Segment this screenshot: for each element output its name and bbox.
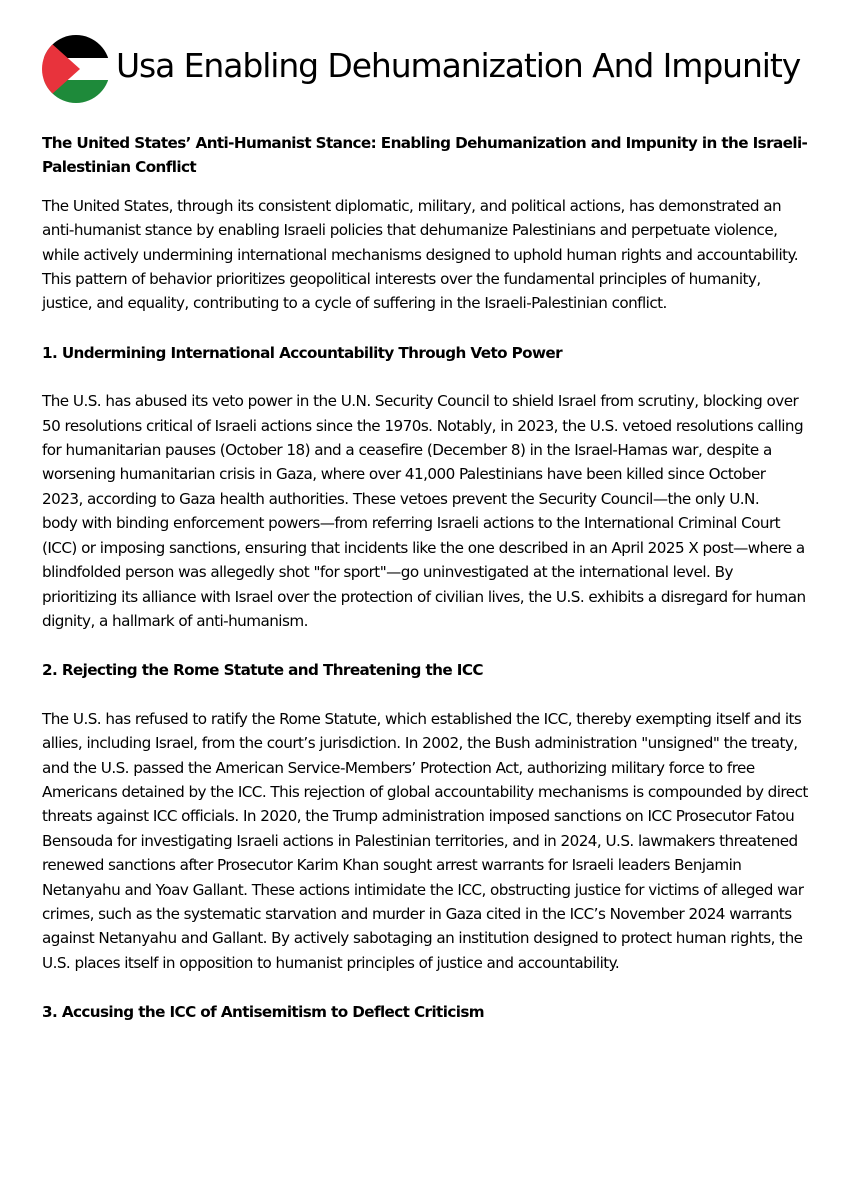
section-paragraph: body with binding enforcement powers—from referring Israeli actions to the International Criminal Court (ICC) or imposing sanctions, ensuring that incidents like the one described in an April 2025 X post—where a blindfolded person was allegedly shot "for sport"—go uninvestigated at the international level. By prioritizing its alliance with Israel over the protection of civilian lives, the U.S. exhibits a disregard for human dignity, a hallmark of anti-humanism. [42,514,806,630]
section-heading: 2. Rejecting the Rome Statute and Threatening the ICC [42,661,483,680]
page-header [42,34,832,104]
article-subtitle: The United States’ Anti-Humanist Stance: Enabling Dehumanization and Impunity in the Israeli-Palestinian Conflict [42,134,808,177]
article-body [42,131,810,1049]
palestine-flag-icon [42,35,110,103]
section-paragraph: The U.S. has refused to ratify the Rome Statute, which established the ICC, thereby exempting itself and its allies, including Israel, from the court’s jurisdiction. In 2002, the Bush administration "unsigned" the treaty, and the U.S. passed the American Service-Members’ Protection Act, authorizing military force to free Americans detained by the ICC. This rejection of global accountability mechanisms is compounded by direct threats against ICC officials. In 2020, the Trump administration imposed sanctions on ICC Prosecutor Fatou Bensouda for investigating Israeli actions in Palestinian territories, and in 2024, U.S. lawmakers threatened renewed sanctions after Prosecutor Karim Khan sought arrest warrants for Israeli leaders Benjamin Netanyahu and Yoav Gallant. These actions intimidate the ICC, obstructing justice for victims of alleged war crimes, such as the systematic starvation and murder in Gaza cited in the ICC’s November 2024 warrants against Netanyahu and Gallant. By actively sabotaging an institution designed to protect human rights, the U.S. places itself in opposition to humanist principles of justice and accountability. [42,709,808,972]
section-heading: 3. Accusing the ICC of Antisemitism to Deflect Criticism [42,1003,484,1022]
intro-paragraph: The United States, through its consistent diplomatic, military, and political actions, has demonstrated an anti-humanist stance by enabling Israeli policies that dehumanize Palestinians and perpetuate violence, while actively undermining international mechanisms designed to uphold human rights and accountability. This pattern of behavior prioritizes geopolitical interests over the fundamental principles of humanity, justice, and equality, contributing to a cycle of suffering in the Israeli-Palestinian conflict. [42,196,799,313]
page-title: Usa Enabling Dehumanization And Impunity [116,45,801,85]
section-paragraph: The U.S. has abused its veto power in the U.N. Security Council to shield Israel from scrutiny, blocking over 50 resolutions critical of Israeli actions since the 1970s. Notably, in 2023, the U.S. vetoed resolutions calling for humanitarian pauses (October 18) and a ceasefire (December 8) in the Israel-Hamas war, despite a worsening humanitarian crisis in Gaza, where over 41,000 Palestinians have been killed since October 2023, according to Gaza health authorities. These vetoes prevent the Security Council—the only U.N. [42,392,804,508]
section-heading: 1. Undermining International Accountability Through Veto Power [42,343,563,362]
